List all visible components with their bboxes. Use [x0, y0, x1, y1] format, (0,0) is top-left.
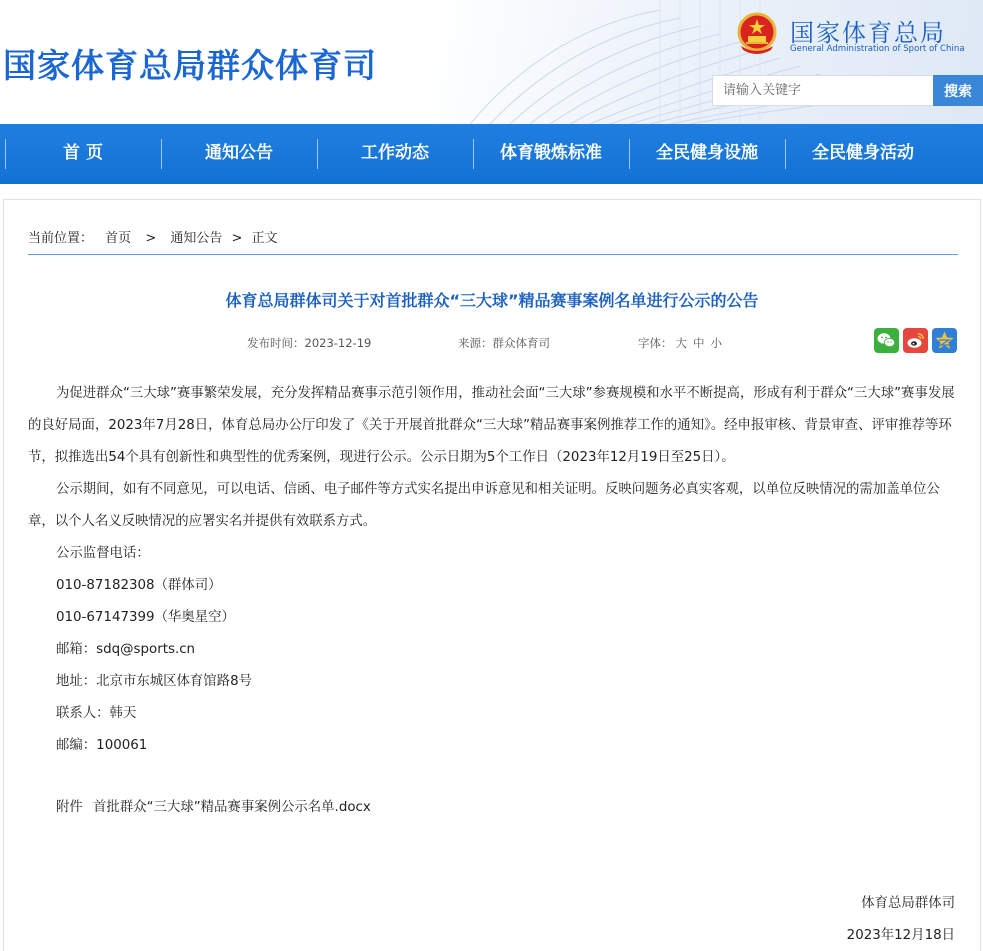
phone-label: 公示监督电话： [56, 546, 150, 561]
search-button[interactable]: 搜索 [933, 75, 983, 106]
breadcrumb-prefix: 当前位置： [28, 231, 94, 246]
contact-email: 邮箱：sdq@sports.cn [56, 642, 196, 657]
nav-item-fitness-activities[interactable]: 全民健身活动 [812, 143, 914, 163]
font-large-link[interactable]: 大 [675, 336, 687, 350]
signature: 体育总局群体司 [861, 896, 955, 911]
nav-item-exercise-standards[interactable]: 体育锻炼标准 [500, 143, 602, 163]
nav-item-home[interactable]: 首 页 [63, 143, 103, 163]
site-title[interactable]: 国家体育总局群众体育司 [3, 46, 377, 85]
national-emblem-icon [737, 12, 777, 54]
font-medium-link[interactable]: 中 [693, 336, 705, 350]
main-navigation [0, 124, 983, 184]
nav-item-fitness-facilities[interactable]: 全民健身设施 [656, 143, 758, 163]
breadcrumb-divider [28, 254, 958, 255]
logo-chinese-name: 国家体育总局 [790, 19, 946, 47]
contact-person: 联系人：韩天 [56, 706, 137, 721]
article-body [28, 378, 958, 762]
breadcrumb-separator: > [145, 231, 157, 246]
nav-item-notices[interactable]: 通知公告 [205, 143, 273, 163]
breadcrumb-home[interactable]: 首页 [105, 231, 132, 246]
qzone-icon[interactable] [932, 328, 957, 353]
article-paragraph: 公示期间，如有不同意见，可以电话、信函、电子邮件等方式实名提出申诉意见和相关证明。反映问题务必真实客观，以单位反映情况的需加盖单位公章，以个人名义反映情况的应署实名并提供有效联系方式。 [28, 482, 940, 529]
site-header [0, 0, 983, 124]
breadcrumb-current: 正文 [251, 231, 278, 246]
contact-address: 地址：北京市东城区体育馆路8号 [56, 674, 252, 689]
search-input[interactable] [712, 75, 934, 106]
article-paragraph: 为促进群众“三大球”赛事繁荣发展，充分发挥精品赛事示范引领作用，推动社会面“三大球”参赛规模和水平不断提高，形成有利于群众“三大球”赛事发展的良好局面，2023年7月28日，体育总局办公厅印发了《关于开展首批群众“三大球”精品赛事案例推荐工作的通知》。经申报审核、背景审查、评审推荐等环节，拟推选出54个具有创新性和典型性的优秀案例，现进行公示。公示日期为5个工作日（2023年12月19日至25日）。 [28, 386, 955, 465]
breadcrumb [28, 227, 278, 246]
breadcrumb-separator: > [231, 231, 243, 246]
article-source: 来源：群众体育司 [458, 336, 550, 350]
logo-english-name: General Administration of Sport of China [790, 44, 965, 54]
nav-item-work-news[interactable]: 工作动态 [361, 143, 429, 163]
weibo-icon[interactable] [903, 328, 928, 353]
font-small-link[interactable]: 小 [710, 336, 722, 350]
signature-date: 2023年12月18日 [846, 928, 955, 943]
attachment-link[interactable]: 首批群众“三大球”精品赛事案例公示名单.docx [93, 800, 371, 815]
phone-huaao: 010-67147399（华奥星空） [56, 610, 235, 625]
attachment [56, 796, 371, 815]
font-size-label: 字体： [638, 336, 673, 350]
publish-time: 发布时间：2023-12-19 [247, 336, 372, 350]
wechat-icon[interactable] [874, 328, 899, 353]
article-title: 体育总局群体司关于对首批群众“三大球”精品赛事案例名单进行公示的公告 [225, 291, 759, 310]
attachment-label: 附件 [56, 800, 83, 815]
contact-postcode: 邮编：100061 [56, 738, 148, 753]
article-container [3, 199, 981, 951]
breadcrumb-section[interactable]: 通知公告 [170, 231, 223, 246]
phone-qunti: 010-87182308（群体司） [56, 578, 222, 593]
font-size-switcher [638, 335, 722, 351]
